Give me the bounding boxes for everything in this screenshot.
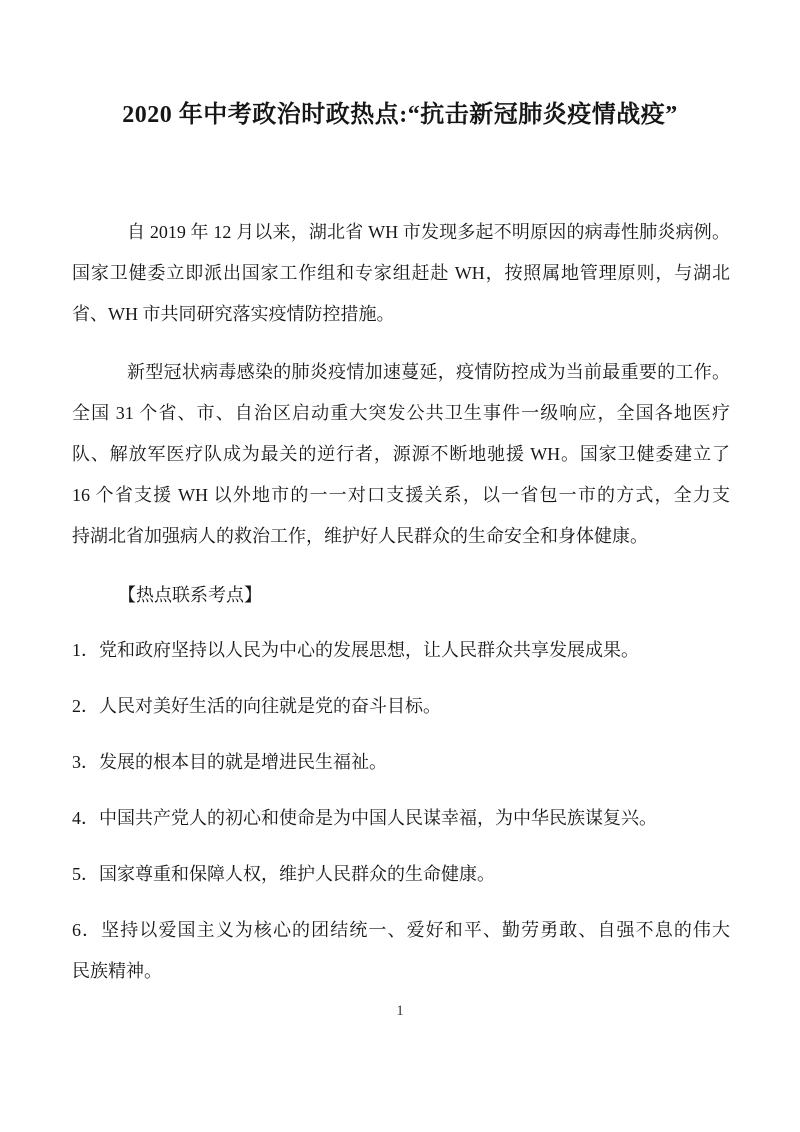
paragraph-2 <box>72 352 730 557</box>
list-item-line: 5．国家尊重和保障人权，维护人民群众的生命健康。 <box>72 864 495 884</box>
list-item-line: 民族精神。 <box>72 961 162 981</box>
paragraph-1 <box>72 212 730 335</box>
paragraph-line: 持湖北省加强病人的救治工作，维护好人民群众的生命安全和身体健康。 <box>72 526 648 546</box>
paragraph-line: 国家卫健委立即派出国家工作组和专家组赶赴 WH，按照属地管理原则，与湖北 <box>72 263 730 283</box>
list-item-2 <box>72 686 730 727</box>
list-item-line: 2．人民对美好生活的向往就是党的奋斗目标。 <box>72 696 441 716</box>
paragraph-line: 省、WH 市共同研究落实疫情防控措施。 <box>72 304 395 324</box>
list-item-6 <box>72 910 730 992</box>
document-title: 2020 年中考政治时政热点:“抗击新冠肺炎疫情战疫” <box>122 102 678 128</box>
list-item-line: 6．坚持以爱国主义为核心的团结统一、爱好和平、勤劳勇敢、自强不息的伟大 <box>72 920 730 940</box>
paragraph-line: 自 2019 年 12 月以来，湖北省 WH 市发现多起不明原因的病毒性肺炎病例。 <box>127 222 730 242</box>
section-heading-hotspot-exam-points: 【热点联系考点】 <box>118 585 262 605</box>
list-item-line: 3．发展的根本目的就是增进民生福祉。 <box>72 752 387 772</box>
list-item-1 <box>72 630 730 671</box>
list-item-line: 1．党和政府坚持以人民为中心的发展思想，让人民群众共享发展成果。 <box>72 640 639 660</box>
list-item-4 <box>72 798 730 839</box>
list-item-5 <box>72 854 730 895</box>
list-item-line: 4．中国共产党人的初心和使命是为中国人民谋幸福，为中华民族谋复兴。 <box>72 808 657 828</box>
paragraph-line: 新型冠状病毒感染的肺炎疫情加速蔓延，疫情防控成为当前最重要的工作。 <box>127 362 730 382</box>
page-number: 1 <box>396 1003 404 1019</box>
paragraph-line: 16 个省支援 WH 以外地市的一一对口支援关系，以一省包一市的方式，全力支 <box>72 485 730 505</box>
list-item-3 <box>72 742 730 783</box>
document-body <box>0 212 800 992</box>
paragraph-line: 队、解放军医疗队成为最关的逆行者，源源不断地驰援 WH。国家卫健委建立了 <box>72 444 730 464</box>
paragraph-line: 全国 31 个省、市、自治区启动重大突发公共卫生事件一级响应，全国各地医疗 <box>72 403 730 423</box>
